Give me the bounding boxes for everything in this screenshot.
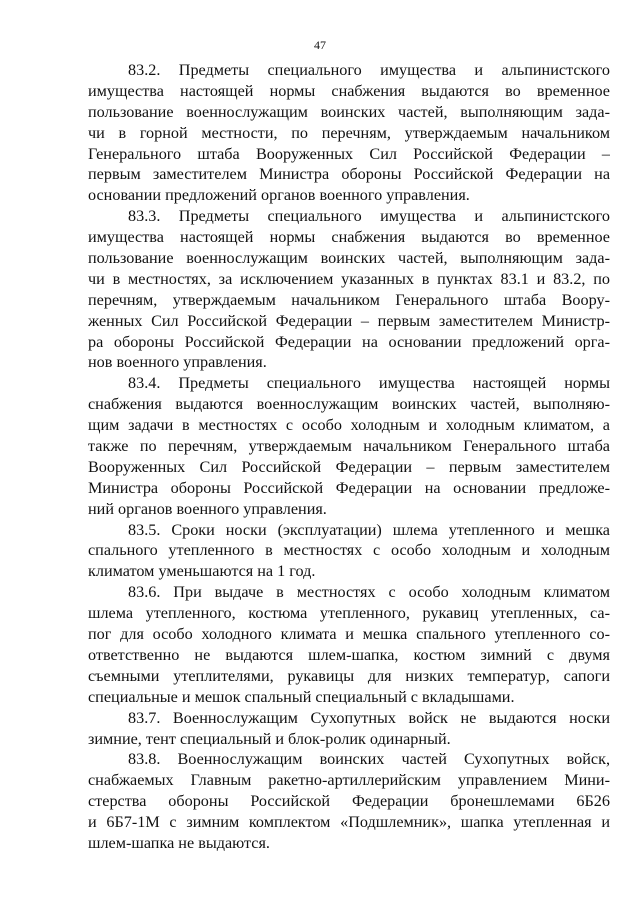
text-line: шлем-шапка не выдаются. [88,833,270,852]
text-line: первым заместителем Министра обороны Российской Федерации на [88,165,610,184]
text-line: имущества настоящей нормы снабжения выдаются во временное [88,228,610,247]
paragraph [88,520,610,583]
text-line: нов военного управления. [88,353,267,372]
text-line: шлема утепленного, костюма утепленного, рукавиц утепленных, са- [88,604,610,623]
text-line: чи в горной местности, по перечням, утверждаемым начальником [88,123,610,142]
text-line: ответственно не выдаются шлем-шапка, костюм зимний с двумя [88,645,610,664]
text-line: Генерального штаба Вооруженных Сил Российской Федерации – [88,144,610,163]
text-line: также по перечням, утверждаемым начальником Генерального штаба [88,437,610,456]
text-line: щим задачи в местностях с особо холодным и холодным климатом, а [88,416,610,435]
text-line: Вооруженных Сил Российской Федерации – первым заместителем [88,457,610,476]
text-line: пользование военнослужащим воинских частей, выполняющим зада- [88,249,610,268]
text-line: основании предложений органов военного управления. [88,186,470,205]
text-line: Министра обороны Российской Федерации на основании предложе- [88,478,610,497]
text-line: пользование военнослужащим воинских частей, выполняющим зада- [88,102,610,121]
text-line: климатом уменьшаются на 1 год. [88,562,316,581]
paragraph [88,708,610,750]
text-line: 83.6. При выдаче в местностях с особо холодным климатом [128,583,610,602]
text-line: 83.5. Сроки носки (эксплуатации) шлема утепленного и мешка [128,520,610,539]
text-line: имущества настоящей нормы снабжения выдаются во временное [88,81,610,100]
text-line: пог для особо холодного климата и мешка спального утепленного со- [88,625,610,644]
document-body [88,60,610,854]
page-number: 47 [314,38,326,52]
text-line: съемными утеплителями, рукавицы для низких температур, сапоги [88,666,610,685]
text-line: 83.4. Предметы специального имущества настоящей нормы [128,374,610,393]
text-line: снабжения выдаются военнослужащим воинских частей, выполняю- [88,395,610,414]
text-line: 83.3. Предметы специального имущества и альпинистского [128,207,610,226]
paragraph [88,60,610,206]
text-line: чи в местностях, за исключением указанных в пунктах 83.1 и 83.2, по [88,269,610,288]
text-line: 83.8. Военнослужащим воинских частей Сухопутных войск, [128,750,610,769]
paragraph [88,749,610,853]
text-line: перечням, утверждаемым начальником Генерального штаба Воору- [88,290,610,309]
text-line: стерства обороны Российской Федерации бронешлемами 6Б26 [88,792,610,811]
text-line: и 6Б7-1М с зимним комплектом «Подшлемник», шапка утепленная и [88,813,610,832]
text-line: 83.7. Военнослужащим Сухопутных войск не выдаются носки [128,708,610,727]
text-line: специальные и мешок спальный специальный с вкладышами. [88,687,515,706]
text-line: зимние, тент специальный и блок-ролик одинарный. [88,729,451,748]
text-line: ний органов военного управления. [88,499,327,518]
paragraph [88,206,610,373]
text-line: женных Сил Российской Федерации – первым заместителем Министр- [88,311,610,330]
text-line: снабжаемых Главным ракетно-артиллерийским управлением Мини- [88,771,610,790]
text-line: спального утепленного в местностях с особо холодным и холодным [88,541,610,560]
text-line: 83.2. Предметы специального имущества и альпинистского [128,61,610,79]
paragraph [88,582,610,707]
text-line: ра обороны Российской Федерации на основании предложений орга- [88,332,610,351]
paragraph [88,373,610,519]
